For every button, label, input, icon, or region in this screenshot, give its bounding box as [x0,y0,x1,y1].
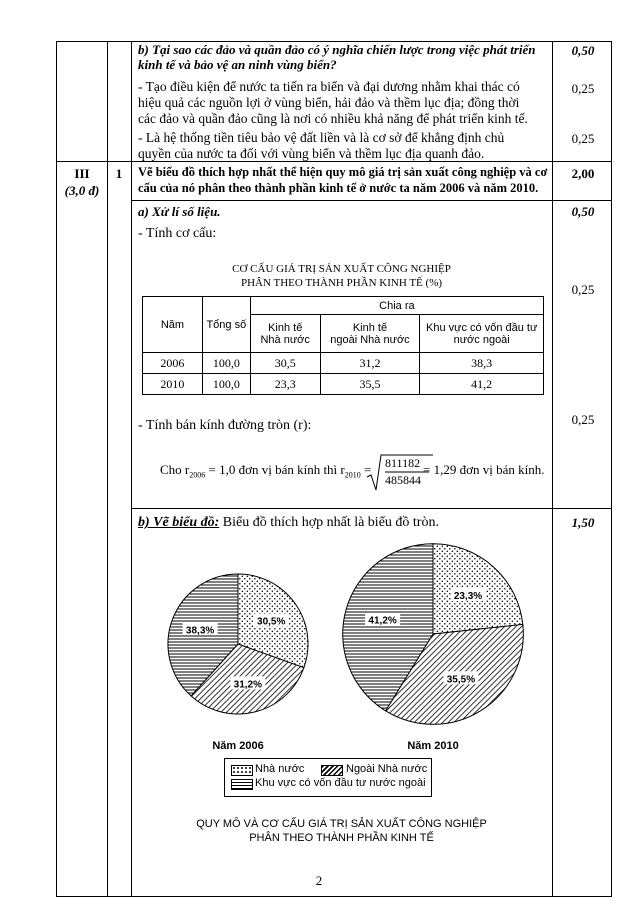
slice-label: 31,2% [233,679,263,691]
cell-state: 23,3 [250,374,320,395]
point1-line2: hiệu quả các nguồn lợi ở vùng biển, hải đảo và thềm lục địa; đồng thời [138,95,520,110]
formula-sub-2006: 2006 [189,470,206,480]
slice-label: 35,5% [446,674,476,686]
slice-label: 41,2% [368,615,397,627]
legend-swatch-state [231,765,253,776]
chart-title-line1: QUY MÔ VÀ CƠ CẤU GIÁ TRỊ SẢN XUẤT CÔNG NGHIỆP [196,818,487,830]
formula-numerator: 811182 [385,456,421,470]
step-radius: - Tính bán kính đường tròn (r): [138,418,312,433]
pie-charts [131,530,552,770]
header-state-l2: Nhà nước [260,333,310,346]
pie-2006 [168,574,308,714]
legend-swatch-nonstate [321,765,343,776]
header-nonstate-l1: Kinh tế [352,321,388,334]
table-border-right [611,41,612,896]
structure-table [142,296,544,395]
radius-formula [160,455,550,491]
chart-title-line2: PHÂN THEO THÀNH PHẦN KINH TẾ [249,832,434,844]
header-year: Năm [143,297,203,353]
cell-fdi: 38,3 [420,353,544,374]
table-row [143,374,544,395]
pie-2010 [343,544,524,725]
header-nonstate-l2: ngoài Nhà nước [330,333,410,346]
cell-total: 100,0 [202,374,250,395]
question-b-line1: b) Tại sao các đảo và quần đảo có ý nghĩa chiến lược trong việc phát triển [138,42,536,57]
formula-mid: = 1,0 đơn vị bán kính thì r [205,462,345,477]
header-state-l1: Kinh tế [268,321,303,334]
slice-label: 38,3% [185,625,215,637]
legend-label-nonstate: Ngoài Nhà nước [346,763,428,775]
cell-nonstate: 31,2 [320,353,420,374]
cell-year: 2006 [143,353,203,374]
radius-score: 0,25 [571,412,595,427]
formula-prefix: Cho r [160,462,190,477]
formula-sub-2010: 2010 [344,470,361,480]
cell-fdi: 41,2 [420,374,544,395]
header-fdi [420,315,544,353]
header-nonstate [320,315,420,353]
question-b-score: 0,50 [571,43,595,58]
point1-line1: - Tạo điều kiện để nước ta tiến ra biển và đại dương nhằm khai thác có [138,79,520,94]
header-total: Tổng số [202,297,250,353]
point1-line3: các đảo và quần đảo cũng là nơi có nhiều khả năng để phát triển kinh tế. [138,111,528,126]
row-separator [56,161,612,162]
formula-result: = 1,29 đơn vị bán kính. [423,462,545,477]
section-number: 1 [115,166,123,181]
row-separator-task [131,200,612,201]
task-line1: Vẽ biểu đồ thích hợp nhất thể hiện quy mô giá trị sản xuất công nghiệp và cơ [138,165,548,179]
task-score: 2,00 [571,166,595,181]
step-structure: - Tính cơ cấu: [138,226,217,241]
section-roman: III [74,166,90,181]
point2-line1: - Là hệ thống tiền tiêu bảo vệ đất liền và là cơ sở để khẳng định chủ [138,130,505,145]
section-points: (3,0 đ) [64,183,100,198]
page-number: 2 [315,873,323,888]
cell-nonstate: 35,5 [320,374,420,395]
cell-total: 100,0 [202,353,250,374]
header-chia-ra: Chia ra [250,297,543,315]
table-border-bottom [56,896,612,897]
cell-year: 2010 [143,374,203,395]
table-row [143,353,544,374]
part-b-heading: b) Vẽ biểu đồ: [138,515,220,530]
slice-label: 23,3% [453,591,483,603]
question-b-line2: kinh tế và bảo vệ an ninh vùng biển? [138,57,337,72]
part-a-score: 0,50 [571,204,595,219]
part-b-score: 1,50 [571,515,595,530]
legend-label-state: Nhà nước [255,763,305,775]
legend-swatch-fdi [231,779,253,790]
task-line2: cấu của nó phân theo thành phần kinh tế ở nước ta năm 2006 và năm 2010. [138,181,539,195]
header-state [250,315,320,353]
point2-line2: quyền của nước ta đối với vùng biển và thềm lục địa quanh đảo. [138,146,485,161]
part-a-heading: a) Xử lí số liệu. [138,204,221,219]
table-border-col3 [552,41,553,896]
header-fdi-l2: nước ngoài [453,333,510,346]
formula-eq: = [360,462,372,477]
table-title-line2: PHÂN THEO THÀNH PHẦN KINH TẾ (%) [240,277,443,289]
pie-2010-title: Năm 2010 [407,740,459,752]
table-score: 0,25 [571,282,595,297]
legend-label-fdi: Khu vực có vốn đầu tư nước ngoài [255,777,426,789]
header-fdi-l1: Khu vực có vốn đầu tư [425,321,538,334]
part-b-text: Biểu đồ thích hợp nhất là biểu đồ tròn. [219,515,439,530]
pie-2006-title: Năm 2006 [212,740,264,752]
cell-state: 30,5 [250,353,320,374]
point1-score: 0,25 [571,81,595,96]
row-separator-parta [131,508,612,509]
part-b-line [138,514,439,531]
point2-score: 0,25 [571,131,595,146]
slice-label: 30,5% [257,616,286,628]
table-title-line1: CƠ CẤU GIÁ TRỊ SẢN XUẤT CÔNG NGHIỆP [232,263,451,275]
formula-denominator: 485844 [385,473,421,487]
